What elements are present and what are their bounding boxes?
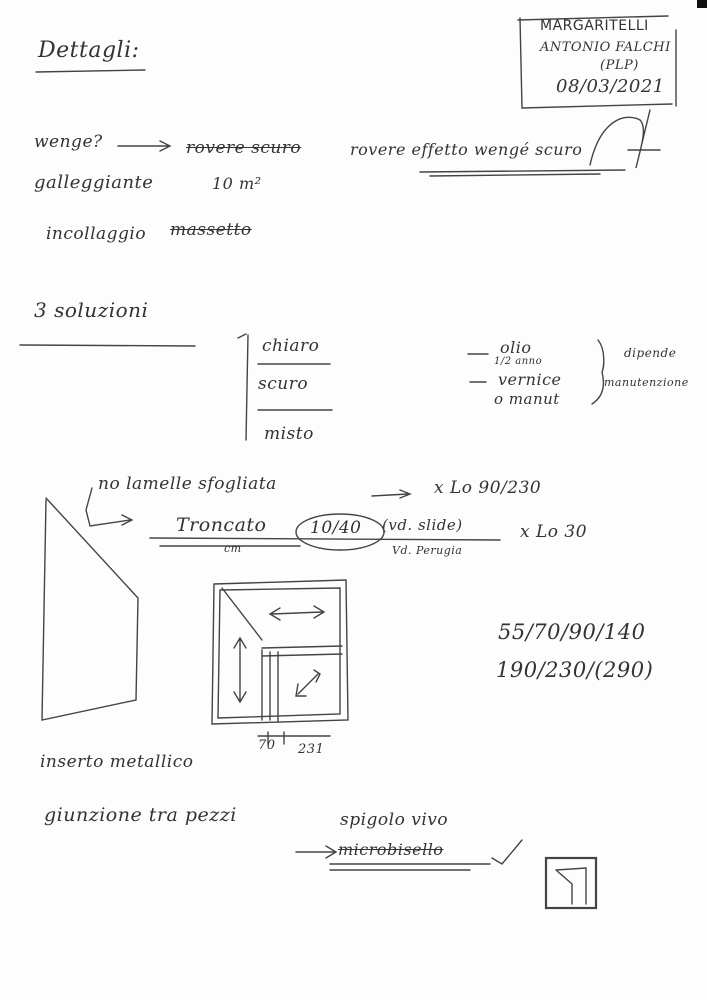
plan-diagonal (222, 588, 262, 640)
section-soluzioni: 3 soluzioni (34, 298, 149, 322)
note-massetto: massetto (170, 220, 252, 240)
note-wenge-question: wenge? (34, 132, 103, 152)
stamp-date: 08/03/2021 (556, 76, 665, 97)
dimension-a: 70 (258, 738, 276, 753)
note-dipende: dipende (624, 346, 677, 360)
option-misto: misto (264, 424, 314, 444)
plan-arrow-left (234, 638, 246, 702)
page-title: Dettagli: (38, 38, 140, 63)
sizes-row-1: 55/70/90/140 (498, 620, 646, 644)
signature (590, 110, 660, 168)
underline-microbisello (330, 864, 490, 870)
plan-arrow-right (296, 670, 320, 696)
option-scuro: scuro (258, 374, 309, 394)
finish-vernice: vernice (498, 370, 562, 389)
arrow-wenge (118, 141, 170, 151)
stamp-company: MARGARITELLI (540, 18, 649, 34)
title-underline (36, 70, 145, 72)
note-spigolo: spigolo vivo (340, 810, 449, 830)
note-troncato: Troncato (176, 514, 267, 536)
note-wenge-option-a: rovere scuro (186, 138, 302, 158)
brace-right (592, 340, 604, 404)
arrow-lamelle (372, 490, 410, 498)
check-mark (492, 840, 522, 864)
wall-sketch (42, 498, 138, 720)
finish-olio-sub: 1/2 anno (494, 356, 543, 367)
note-microbisello: microbisello (338, 840, 444, 859)
plan-vertical (262, 650, 278, 722)
note-galleggiante-value: 10 m² (212, 174, 262, 193)
note-slide: (vd. slide) (382, 516, 463, 534)
note-lamelle-dim: x Lo 90/230 (434, 478, 542, 498)
corner-detail-inner (556, 868, 586, 904)
note-wenge-option-b: rovere effetto wengé scuro (350, 140, 583, 159)
note-giunzione: giunzione tra pezzi (44, 804, 237, 826)
note-manutenzione: manutenzione (604, 376, 689, 389)
arrow-microbisello (296, 846, 336, 858)
note-lamelle: no lamelle sfogliata (98, 474, 277, 494)
option-chiaro: chiaro (262, 336, 320, 356)
finish-o-manut: o manut (494, 390, 560, 408)
dimension-b: 231 (298, 742, 325, 757)
note-galleggiante: galleggiante (34, 172, 154, 193)
finish-olio: olio (500, 338, 532, 357)
note-inserto: inserto metallico (40, 752, 194, 772)
stamp-name: ANTONIO FALCHI (540, 40, 671, 55)
note-perugia: Vd. Perugia (392, 544, 463, 557)
note-troncato-value: 10/40 (310, 518, 362, 538)
note-troncato-sub: cm (224, 542, 242, 555)
note-troncato-dim: x Lo 30 (520, 522, 588, 542)
underline-soluzioni (20, 345, 195, 346)
stamp-code: (PLP) (600, 58, 639, 73)
plan-arrow-top (270, 606, 324, 620)
underline-rovere (420, 170, 625, 176)
plan-mid-line (262, 646, 342, 656)
note-incollaggio: incollaggio (46, 224, 147, 244)
bracket-left (238, 334, 248, 440)
sizes-row-2: 190/230/(290) (496, 658, 654, 682)
